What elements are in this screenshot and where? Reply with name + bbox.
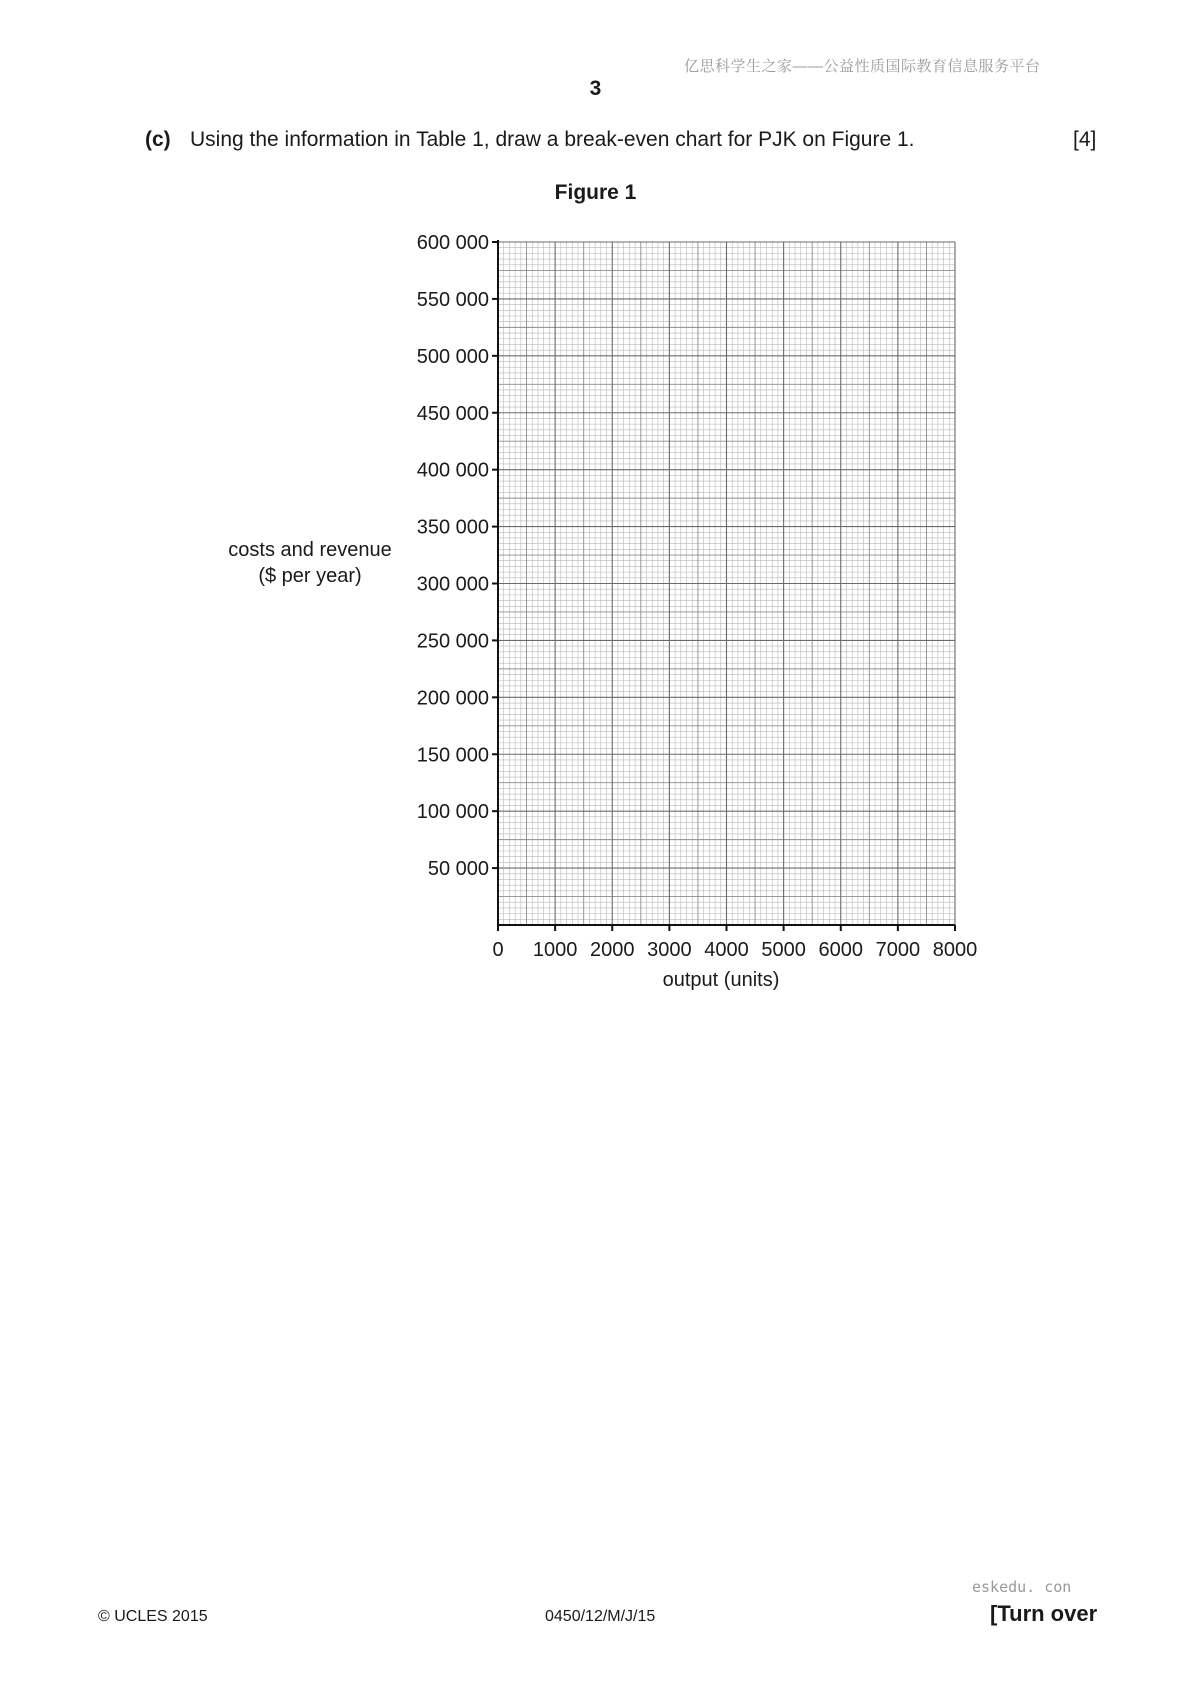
x-tick-label: 5000 [761, 939, 806, 961]
y-tick-label: 300 000 [416, 573, 489, 596]
x-tick-label: 2000 [590, 939, 635, 961]
y-tick-label: 50 000 [427, 858, 489, 881]
x-tick-label: 6000 [818, 939, 863, 961]
y-tick-label: 250 000 [416, 630, 489, 653]
question-marks: [4] [1073, 128, 1097, 151]
footer-paper-code: 0450/12/M/J/15 [545, 1608, 656, 1625]
y-axis-label-line-2: ($ per year) [258, 565, 362, 587]
x-tick-label: 3000 [647, 939, 692, 961]
y-tick-label: 350 000 [416, 516, 489, 539]
y-tick-label: 200 000 [416, 687, 489, 710]
y-tick-label: 150 000 [416, 744, 489, 767]
y-ticks [417, 232, 498, 880]
y-tick-label: 500 000 [416, 345, 489, 368]
x-axis-label: output (units) [662, 969, 780, 991]
x-ticks [492, 925, 977, 961]
x-tick-label: 4000 [704, 939, 749, 961]
y-tick-label: 600 000 [416, 232, 489, 254]
footer-turn-over: [Turn over [990, 1601, 1098, 1626]
question-text: Using the information in Table 1, draw a break-even chart for PJK on Figure 1. [190, 128, 915, 151]
x-tick-label: 1000 [532, 939, 578, 961]
page-number: 3 [589, 77, 602, 100]
x-tick-label: 0 [492, 939, 504, 961]
y-tick-label: 450 000 [416, 402, 489, 425]
y-axis-label-line-1: costs and revenue [228, 539, 392, 561]
watermark-bottom: eskedu. con [972, 1578, 1072, 1596]
y-tick-label: 550 000 [416, 288, 489, 311]
x-tick-label: 7000 [875, 939, 921, 961]
y-tick-label: 400 000 [416, 459, 489, 482]
y-tick-label: 100 000 [416, 801, 489, 824]
x-tick-label: 8000 [932, 939, 978, 961]
watermark-top: 亿思科学生之家——公益性质国际教育信息服务平台 [684, 58, 1041, 75]
question-part-label: (c) [145, 128, 171, 151]
footer-copyright: © UCLES 2015 [98, 1608, 208, 1625]
figure-title: Figure 1 [554, 181, 637, 204]
